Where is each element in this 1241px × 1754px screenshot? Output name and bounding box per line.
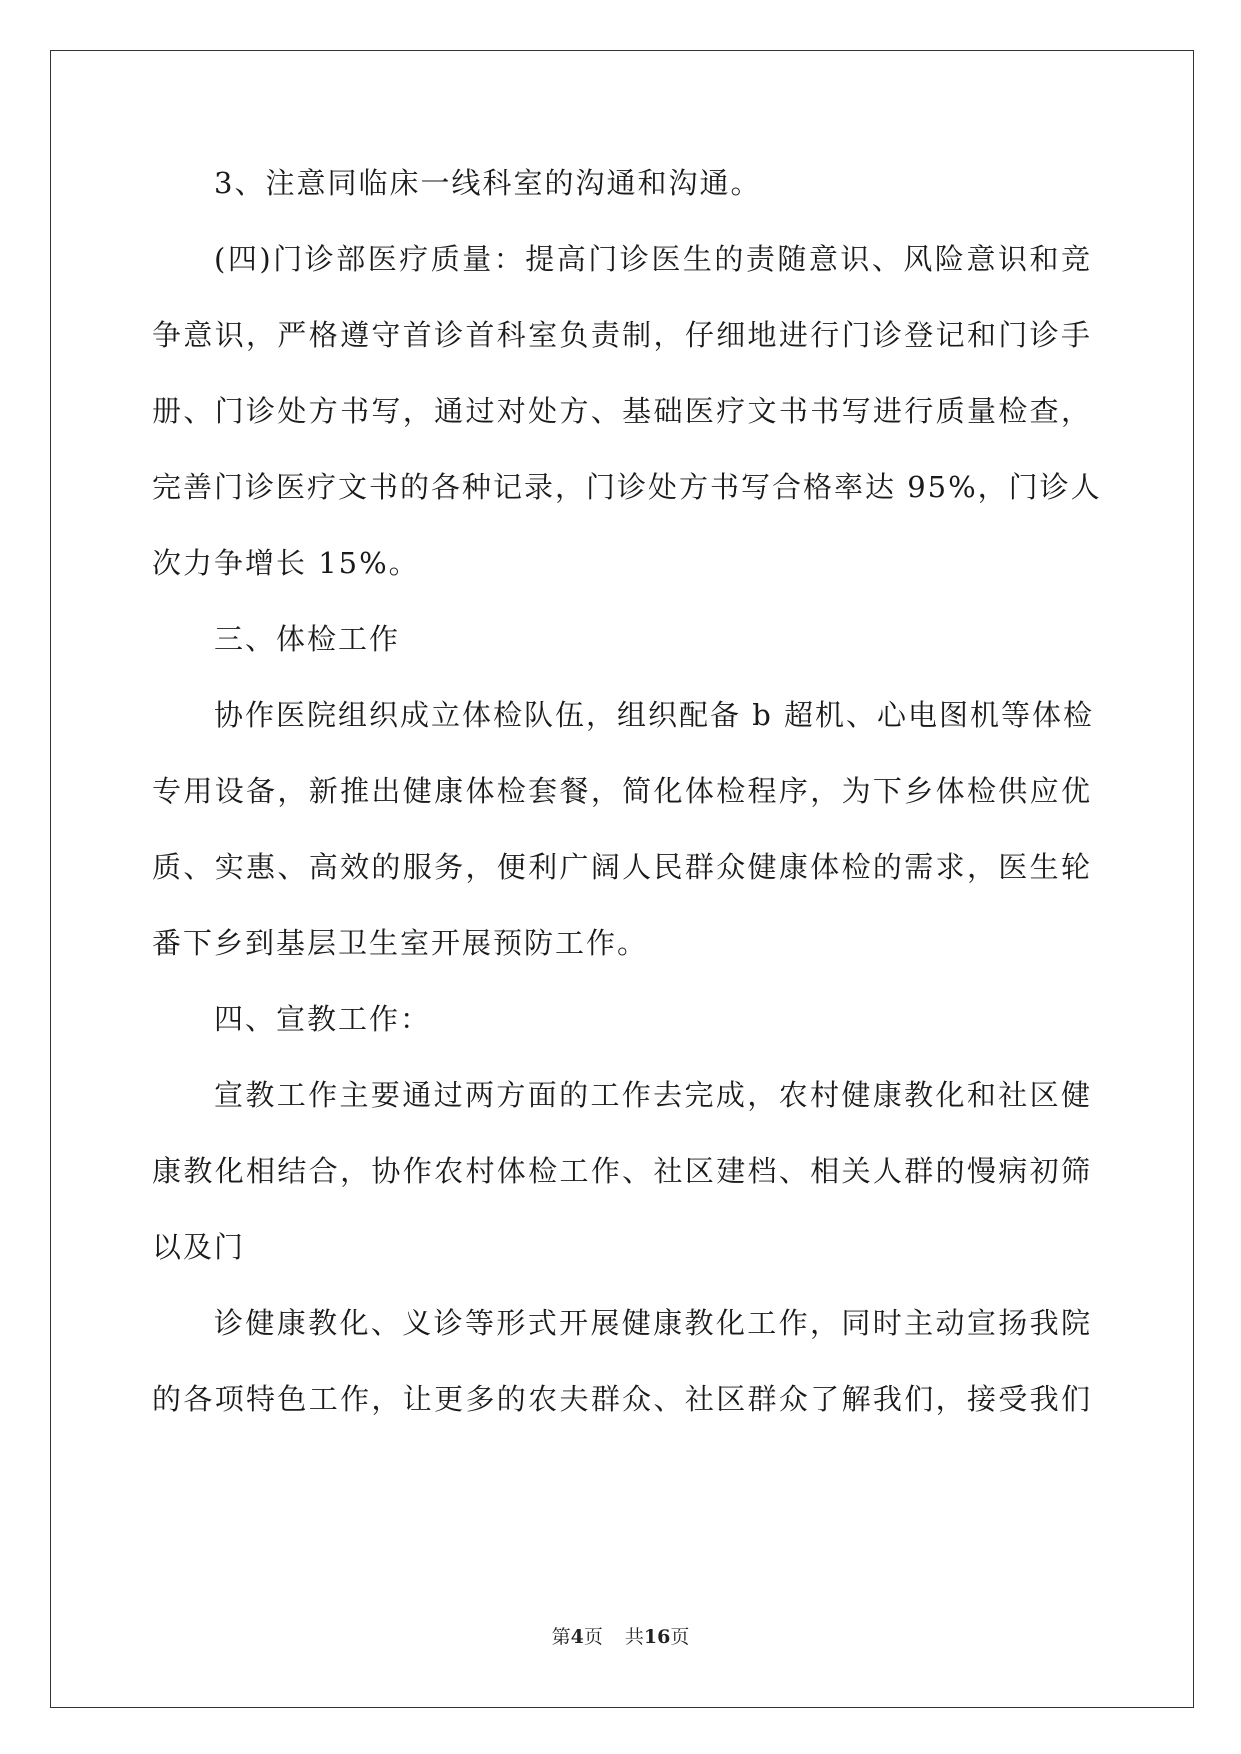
text-line: 四、宣教工作：: [214, 1002, 432, 1036]
page-footer: [0, 1625, 1241, 1649]
text-line: 册、门诊处方书写，通过对处方、基础医疗文书书写进行质量检查，: [152, 394, 1092, 428]
text-line: 争意识，严格遵守首诊首科室负责制，仔细地进行门诊登记和门诊手: [152, 318, 1092, 352]
text-line: 协作医院组织成立体检队伍，组织配备 b 超机、心电图机等体检: [214, 698, 1095, 732]
text-line: 3、注意同临床一线科室的沟通和沟通。: [214, 166, 762, 200]
text-line: 专用设备，新推出健康体检套餐，简化体检程序，为下乡体检供应优: [152, 774, 1092, 808]
text-line: 诊健康教化、义诊等形式开展健康教化工作，同时主动宣扬我院: [214, 1306, 1092, 1340]
footer-page-suffix: 页: [583, 1626, 603, 1648]
text-line: 质、实惠、高效的服务，便利广阔人民群众健康体检的需求，医生轮: [152, 850, 1092, 884]
footer-total-suffix: 页: [670, 1626, 690, 1648]
footer-total-prefix: 共: [624, 1626, 644, 1648]
total-pages-number: 16: [643, 1626, 671, 1648]
text-line: 康教化相结合，协作农村体检工作、社区建档、相关人群的慢病初筛: [152, 1154, 1092, 1188]
document-body: [152, 166, 1102, 1460]
text-line: (四)门诊部医疗质量：提高门诊医生的责随意识、风险意识和竞: [214, 242, 1092, 276]
text-line: 以及门: [152, 1230, 246, 1264]
footer-prefix: 第: [551, 1626, 571, 1648]
text-line: 番下乡到基层卫生室开展预防工作。: [152, 926, 649, 960]
text-line: 宣教工作主要通过两方面的工作去完成，农村健康教化和社区健: [214, 1078, 1092, 1112]
text-line: 三、体检工作: [214, 622, 401, 656]
text-line: 次力争增长 15%。: [152, 546, 420, 580]
text-line: 完善门诊医疗文书的各种记录，门诊处方书写合格率达 95%，门诊人: [152, 470, 1102, 504]
current-page-number: 4: [570, 1626, 584, 1648]
text-line: 的各项特色工作，让更多的农夫群众、社区群众了解我们，接受我们: [152, 1382, 1092, 1416]
